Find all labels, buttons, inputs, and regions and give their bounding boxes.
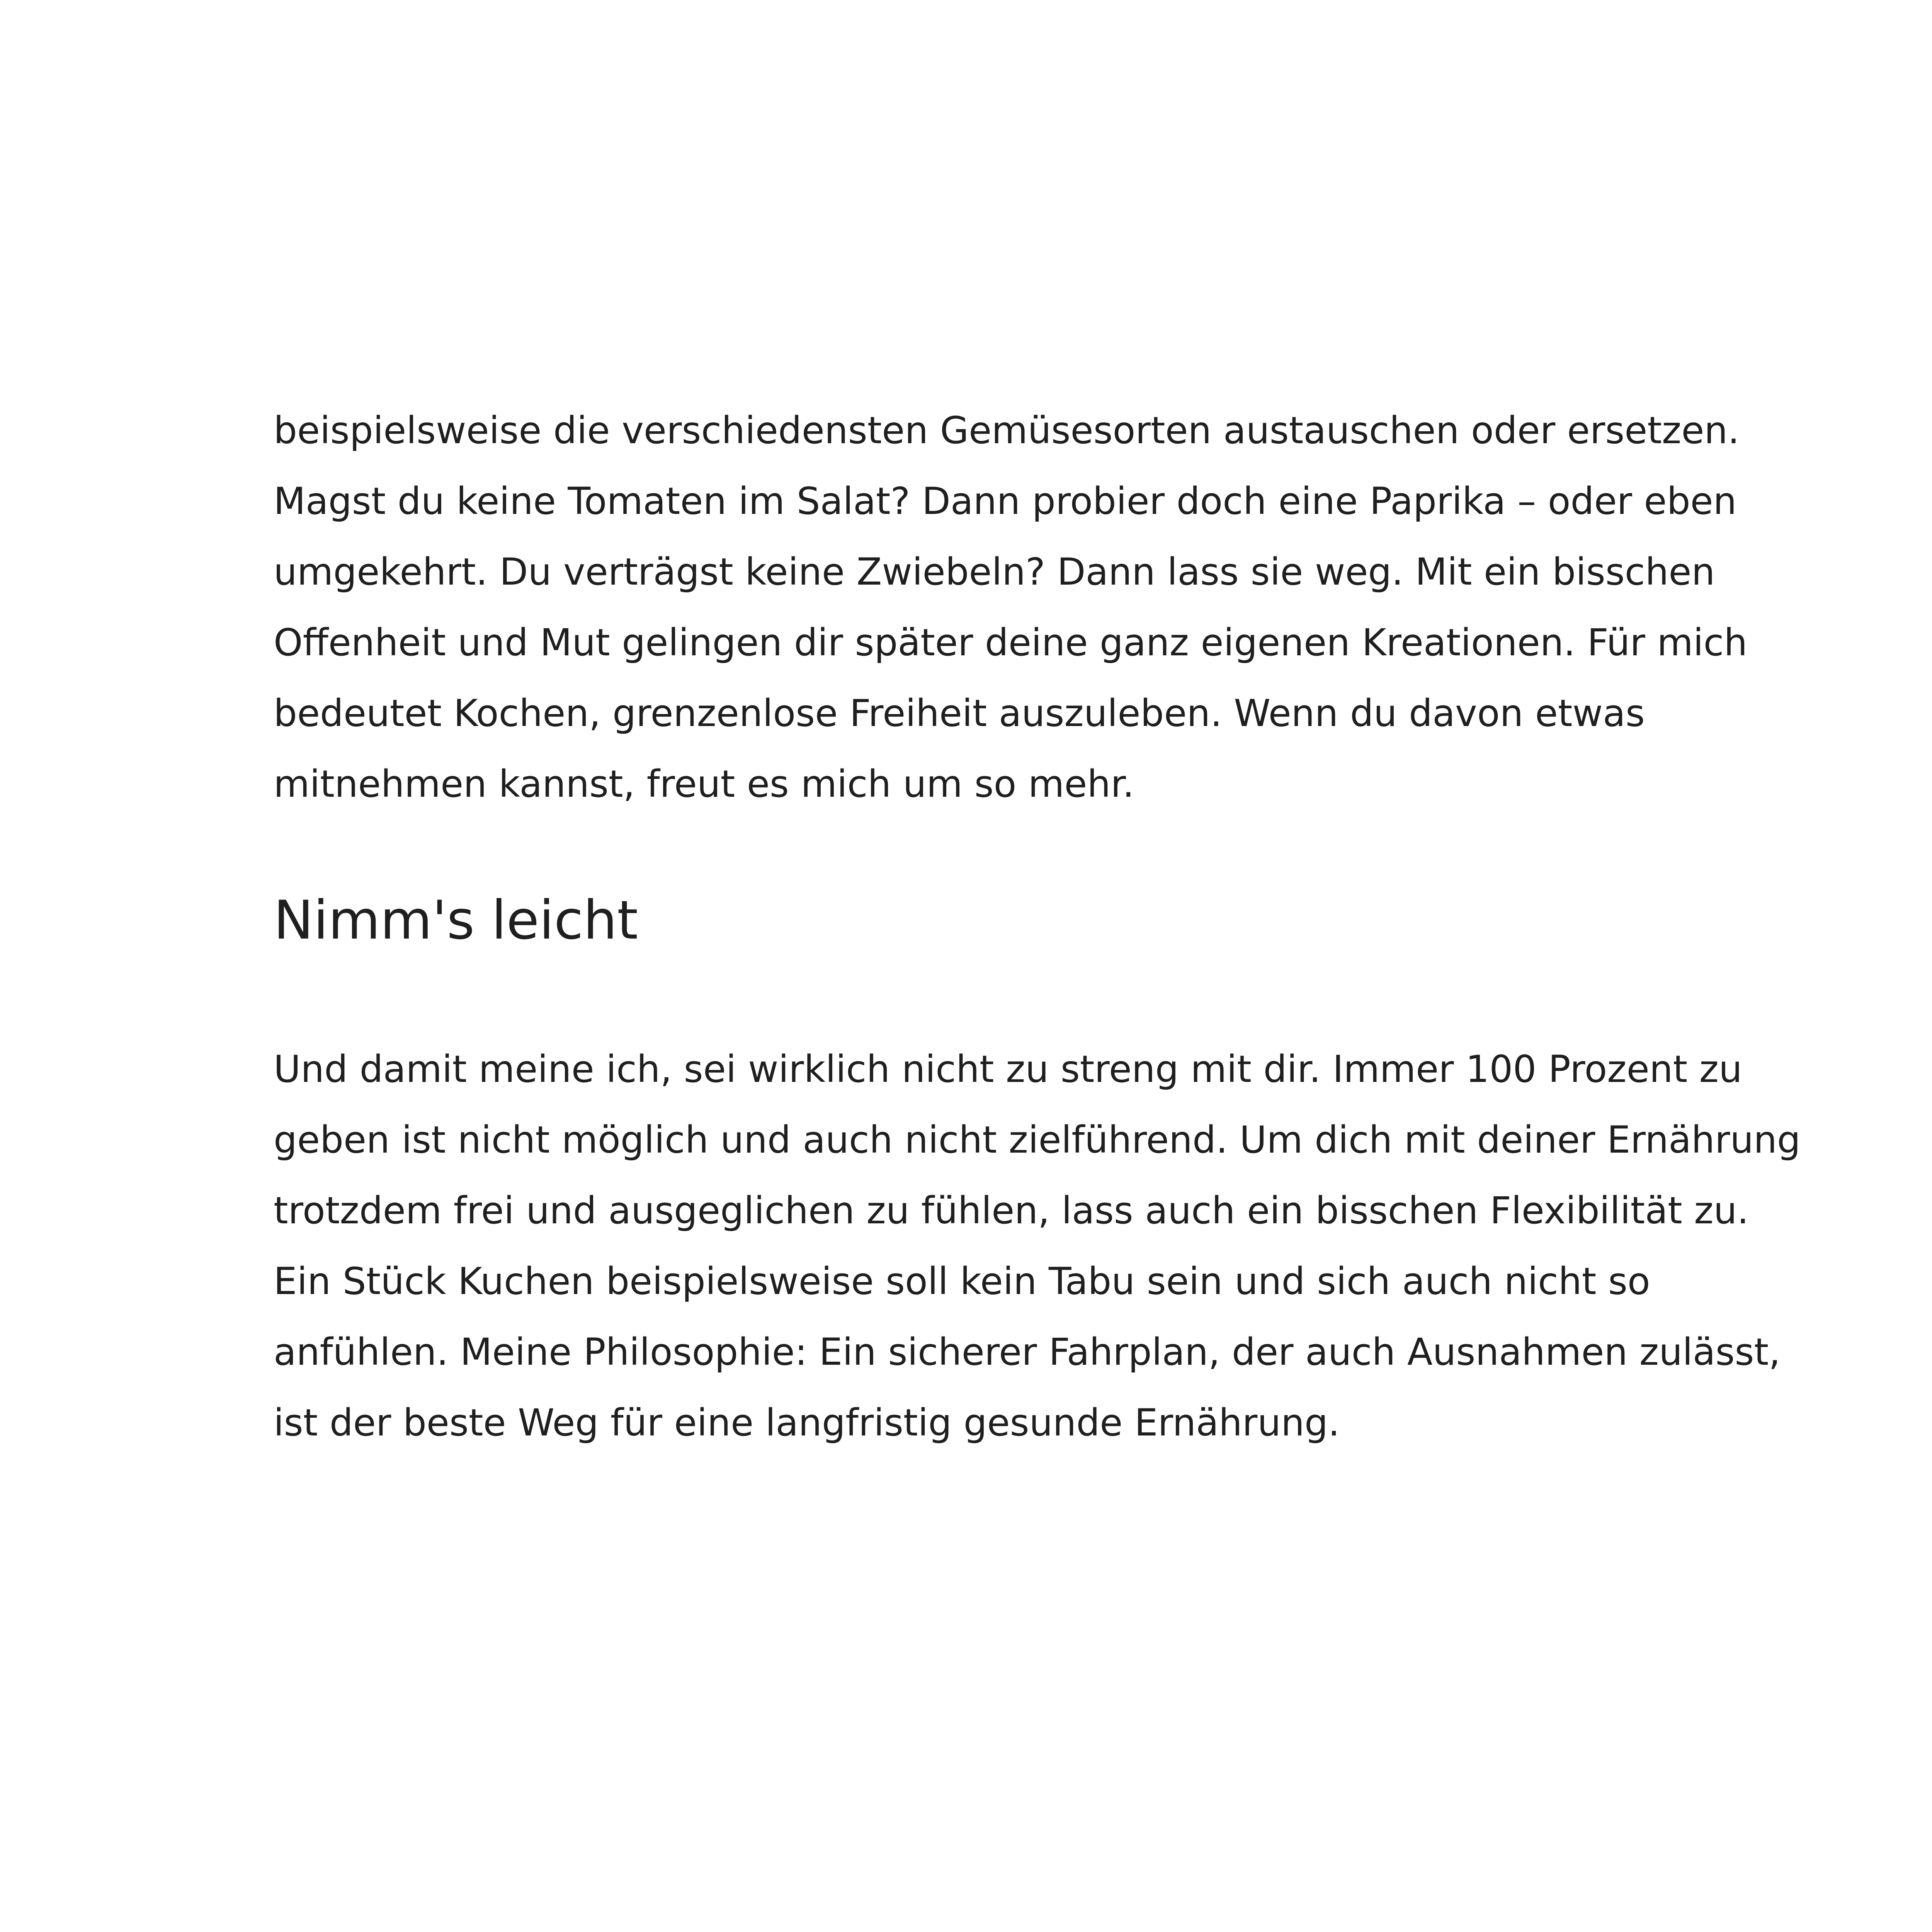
intro-paragraph-line: Offenheit und Mut gelingen dir später deine ganz eigenen Kreationen. Für mich [274,621,1748,664]
section-paragraph-line: ist der beste Weg für eine langfristig gesunde Ernährung. [274,1401,1340,1444]
intro-paragraph-line: Magst du keine Tomaten im Salat? Dann probier doch eine Paprika – oder eben [274,480,1737,523]
section-paragraph-line: geben ist nicht möglich und auch nicht zielführend. Um dich mit deiner Ernährung [274,1118,1801,1162]
intro-paragraph-line: beispielsweise die verschiedensten Gemüsesorten austauschen oder ersetzen. [274,409,1740,452]
section-heading: Nimm's leicht [274,889,638,951]
intro-paragraph-line: mitnehmen kannst, freut es mich um so mehr. [274,762,1134,806]
section-paragraph-line: trotzdem frei und ausgeglichen zu fühlen, lass auch ein bisschen Flexibilität zu. [274,1189,1749,1232]
section-paragraph-line: anfühlen. Meine Philosophie: Ein sicherer Fahrplan, der auch Ausnahmen zulässt, [274,1330,1781,1374]
section-paragraph-line: Und damit meine ich, sei wirklich nicht zu streng mit dir. Immer 100 Prozent zu [274,1048,1742,1091]
intro-paragraph [274,395,1761,820]
intro-paragraph-line: bedeutet Kochen, grenzenlose Freiheit auszuleben. Wenn du davon etwas [274,692,1645,735]
intro-paragraph-line: umgekehrt. Du verträgst keine Zwiebeln? Dann lass sie weg. Mit ein bisschen [274,550,1715,594]
section-paragraph-line: Ein Stück Kuchen beispielsweise soll kein Tabu sein und sich auch nicht so [274,1260,1650,1303]
section-paragraph [274,1034,1801,1458]
